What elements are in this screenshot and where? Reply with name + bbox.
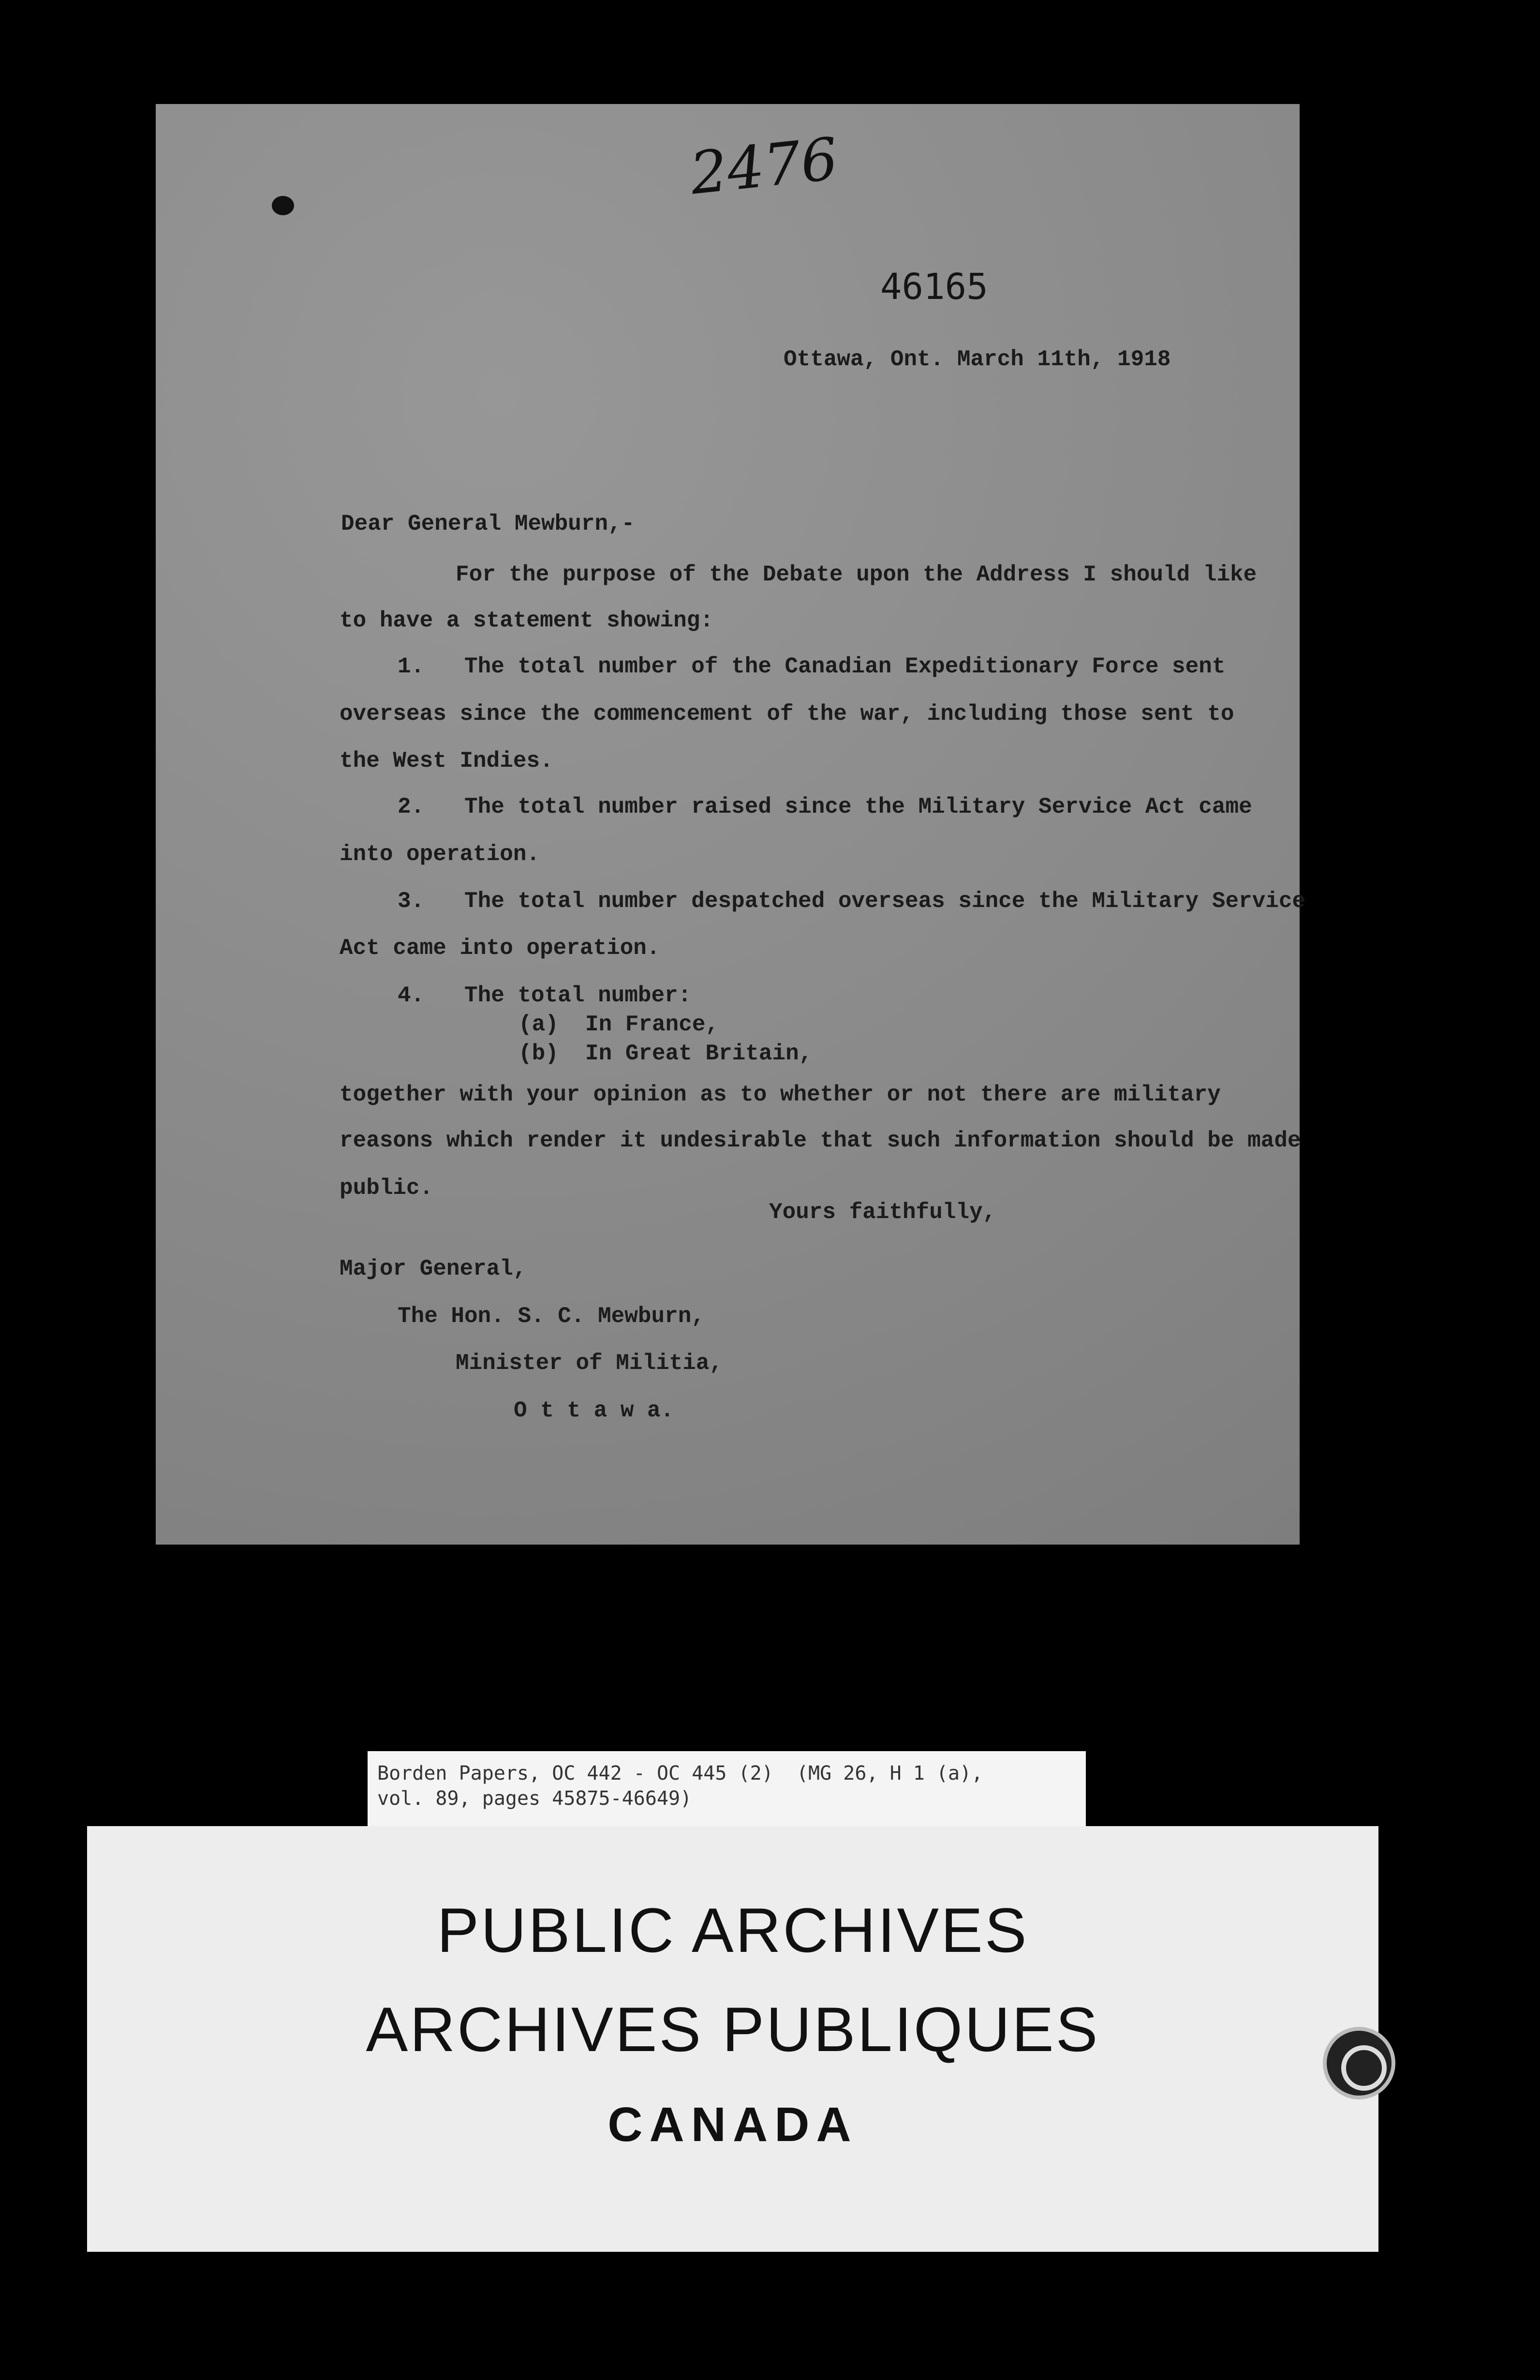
- body-line: Act came into operation.: [340, 936, 660, 961]
- body-line: overseas since the commencement of the war, including those sent to: [340, 701, 1234, 727]
- archive-title-fr: ARCHIVES PUBLIQUES: [366, 1994, 1100, 2065]
- body-line: 4. The total number:: [398, 983, 692, 1008]
- body-line: together with your opinion as to whether or not there are military: [340, 1082, 1221, 1107]
- closing: Yours faithfully,: [769, 1200, 996, 1225]
- body-line: For the purpose of the Debate upon the Address I should like: [456, 562, 1257, 587]
- body-line: reasons which render it undesirable that such information should be made: [340, 1128, 1301, 1153]
- body-line: (a) In France,: [518, 1012, 719, 1037]
- place-date: Ottawa, Ont. March 11th, 1918: [784, 347, 1171, 372]
- archive-country: CANADA: [607, 2097, 858, 2152]
- recipient-line: O t t a w a.: [514, 1398, 674, 1423]
- body-line: public.: [340, 1175, 433, 1201]
- recipient-line: Minister of Militia,: [456, 1351, 723, 1376]
- body-line: into operation.: [340, 842, 540, 867]
- collection-label-line2: vol. 89, pages 45875-46649): [377, 1787, 692, 1810]
- collection-label-line1: Borden Papers, OC 442 - OC 445 (2) (MG 26, H 1 (a),: [377, 1762, 983, 1785]
- archive-card: [87, 1826, 1378, 2252]
- recipient-line: Major General,: [340, 1256, 527, 1281]
- document-number: 46165: [880, 266, 988, 308]
- archive-title-en: PUBLIC ARCHIVES: [437, 1895, 1029, 1965]
- punch-hole: [272, 196, 294, 215]
- body-line: the West Indies.: [340, 748, 553, 774]
- body-line: 1. The total number of the Canadian Expeditionary Force sent: [398, 654, 1226, 679]
- collection-label: [368, 1751, 1086, 1826]
- body-line: (b) In Great Britain,: [518, 1041, 813, 1066]
- archive-logo-icon: [1323, 2027, 1395, 2099]
- letter-page: [156, 104, 1306, 1545]
- body-line: 2. The total number raised since the Military Service Act came: [398, 794, 1252, 819]
- handwritten-number: 2476: [687, 125, 841, 208]
- recipient-line: The Hon. S. C. Mewburn,: [398, 1304, 705, 1329]
- body-line: 3. The total number despatched overseas since the Military Service: [398, 889, 1306, 914]
- salutation: Dear General Mewburn,-: [341, 511, 635, 536]
- body-line: to have a statement showing:: [340, 608, 713, 633]
